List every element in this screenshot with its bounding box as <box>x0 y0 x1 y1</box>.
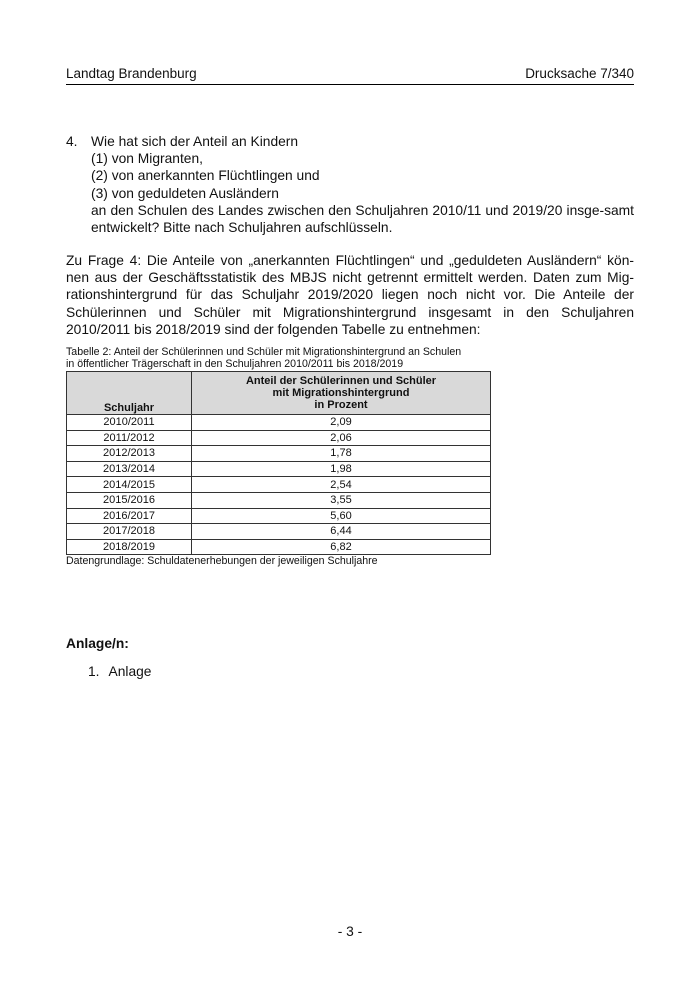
anlage-item <box>88 664 151 679</box>
question-item: (3) von geduldeten Ausländern <box>91 185 279 201</box>
table-row <box>67 461 491 477</box>
header-line: mit Migrationshintergrund <box>272 386 410 399</box>
table-row <box>67 524 491 540</box>
page-number: - 3 - <box>337 924 363 939</box>
table-row <box>67 539 491 555</box>
value-cell: 1,78 <box>192 446 491 462</box>
year-cell: 2017/2018 <box>67 524 192 540</box>
data-table <box>66 371 491 555</box>
answer-text: Zu Frage 4: Die Anteile von „anerkannten Flüchtlingen“ und „geduldeten Ausländern“ kön-nen aus der Geschäftsstatistik des MBJS nicht getrennt ermittelt werden. Daten zum Mig-rationshintergrund für das Schuljahr 2019/2020 liegen noch nicht vor. Die Anteile der Schülerinnen und Schüler mit Migrationshintergrund insgesamt in den Schuljahren 2010/2011 bis 2018/2019 sind der folgenden Tabelle zu entnehmen: <box>66 253 634 337</box>
table-source: Datengrundlage: Schuldatenerhebungen der jeweiligen Schuljahre <box>66 555 378 567</box>
year-cell: 2010/2011 <box>67 415 192 431</box>
header-right: Drucksache 7/340 <box>525 66 634 81</box>
value-cell: 2,54 <box>192 477 491 493</box>
question-item: (2) von anerkannten Flüchtlingen und <box>91 168 320 184</box>
question-item: (1) von Migranten, <box>91 151 203 167</box>
value-cell: 2,09 <box>192 415 491 431</box>
year-cell: 2018/2019 <box>67 539 192 555</box>
caption-line: in öffentlicher Trägerschaft in den Schuljahren 2010/2011 bis 2018/2019 <box>66 358 404 371</box>
year-cell: 2013/2014 <box>67 461 192 477</box>
value-cell: 6,82 <box>192 539 491 555</box>
table-row <box>67 430 491 446</box>
header-line: Anteil der Schülerinnen und Schüler <box>245 374 437 387</box>
table-header-row <box>67 372 491 415</box>
header-line: in Prozent <box>314 399 368 412</box>
table-row <box>67 508 491 524</box>
value-cell: 5,60 <box>192 508 491 524</box>
table-row <box>67 415 491 431</box>
question-block <box>66 133 634 236</box>
table-row <box>67 446 491 462</box>
year-cell: 2015/2016 <box>67 492 192 508</box>
question-number: 4. <box>66 134 78 149</box>
year-cell: 2012/2013 <box>67 446 192 462</box>
table-row <box>67 492 491 508</box>
value-cell: 6,44 <box>192 524 491 540</box>
anlage-item-label: Anlage <box>108 664 152 679</box>
column-header-year: Schuljahr <box>67 372 192 415</box>
value-cell: 2,06 <box>192 430 491 446</box>
value-cell: 3,55 <box>192 492 491 508</box>
column-header-share <box>192 372 491 415</box>
year-cell: 2011/2012 <box>67 430 192 446</box>
anlage-item-number: 1. <box>88 664 100 679</box>
table-row <box>67 477 491 493</box>
caption-line: Tabelle 2: Anteil der Schülerinnen und Schüler mit Migrationshintergrund an Schulen <box>66 346 462 358</box>
anlage-heading: Anlage/n: <box>66 636 129 651</box>
question-rest: an den Schulen des Landes zwischen den Schuljahren 2010/11 und 2019/20 insge-samt entwickelt? Bitte nach Schuljahren aufschlüsseln. <box>91 202 634 236</box>
page-header <box>66 66 634 85</box>
question-text: Wie hat sich der Anteil an Kindern <box>91 134 299 149</box>
header-left: Landtag Brandenburg <box>66 66 197 81</box>
table-caption <box>66 346 634 370</box>
year-cell: 2016/2017 <box>67 508 192 524</box>
year-cell: 2014/2015 <box>67 477 192 493</box>
value-cell: 1,98 <box>192 461 491 477</box>
